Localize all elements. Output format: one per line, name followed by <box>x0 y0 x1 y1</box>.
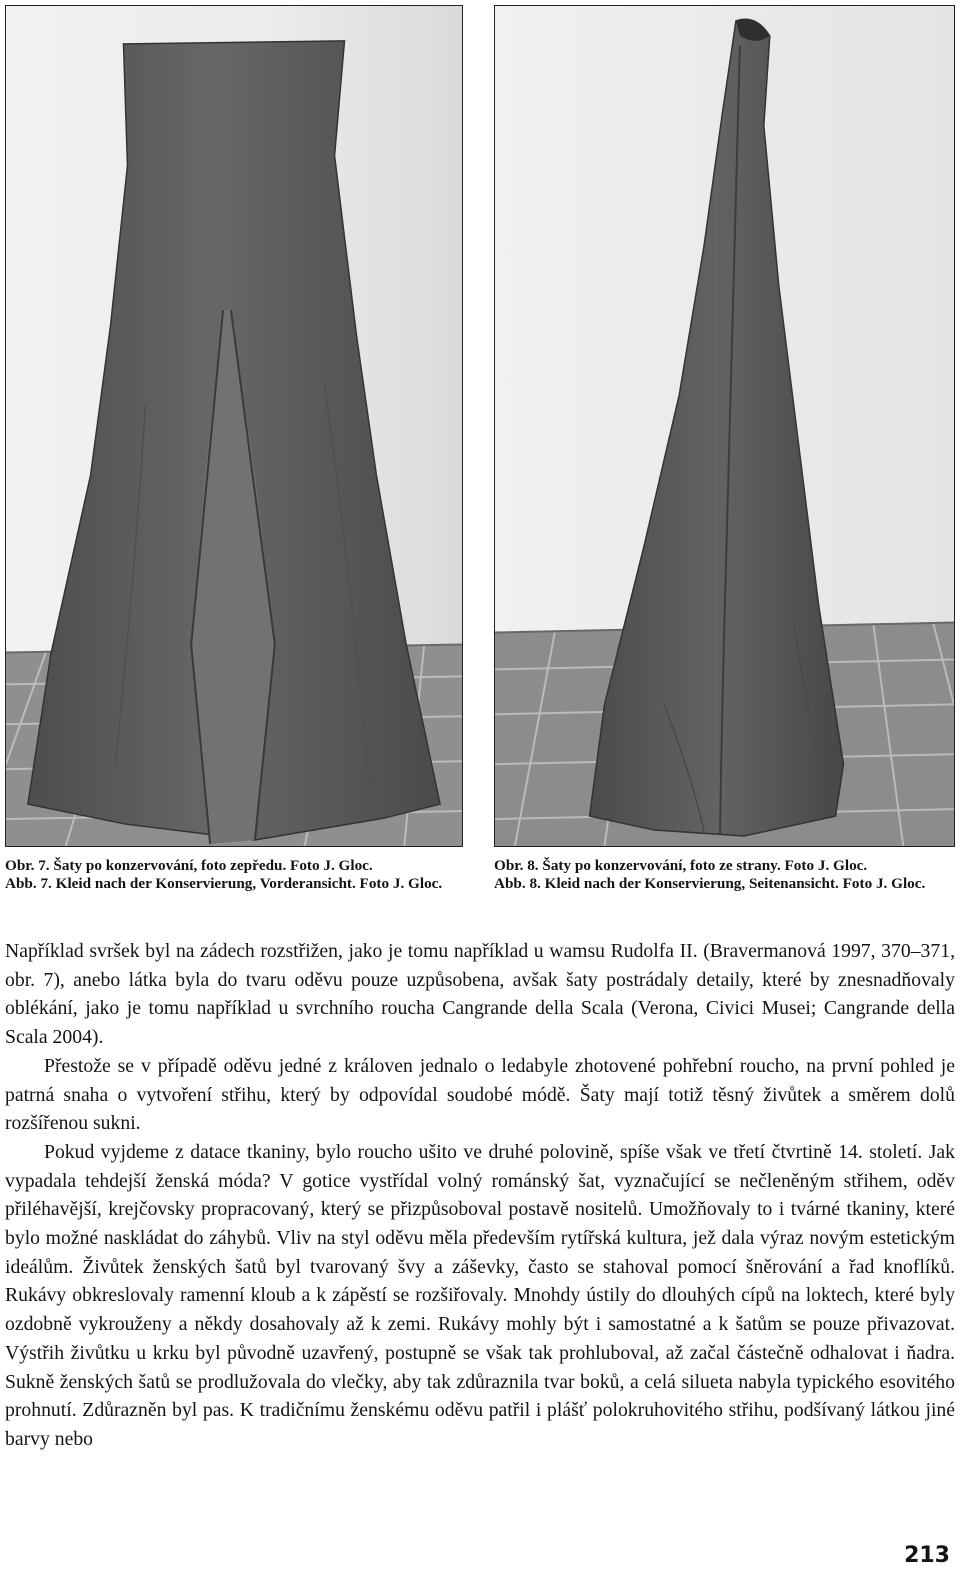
figure-7-caption <box>5 857 465 893</box>
paragraph: Přestože se v případě oděvu jedné z královen jednalo o ledabyle zhotovené pohřební roucho, na první pohled je patrná snaha o vytvoření střihu, který by odpovídal soudobé módě. Šaty mají totiž těsný živůtek a směrem dolů rozšířenou sukni. <box>5 1054 955 1135</box>
dress-front-image <box>6 6 462 846</box>
figure-7-photo <box>5 5 463 847</box>
dress-side-image <box>495 6 954 846</box>
caption-german: Abb. 7. Kleid nach der Konservierung, Vorderansicht. Foto J. Gloc. <box>5 875 443 892</box>
figure-8-photo <box>494 5 955 847</box>
paragraph: Pokud vyjdeme z datace tkaniny, bylo roucho ušito ve druhé polovině, spíše však ve třetí čtvrtině 14. století. Jak vypadala tehdejší ženská móda? V gotice vystřídal volný románský šat, vyznačující se nečleněným střihem, oděv přiléhavější, krejčovsky propracovaný, který se přizpůsoboval postavě nositelů. Umožňovaly to i tvárné tkaniny, které bylo možné naskládat do záhybů. Vliv na styl oděvu měla především rytířská kultura, jež dala výraz novým estetickým ideálům. Živůtek ženských šatů byl tvarovaný švy a záševky, často se stahoval pomocí šněrování a řad knoflíků. Rukávy obkreslovaly ramenní kloub a k zápěstí se rozšiřovaly. Mnohdy ústily do dlouhých cípů na loktech, které byly ozdobně vykrouženy a někdy dosahovaly až k zemi. Rukávy mohly být i samostatné a k šatům se pouze přivazovat. Výstřih živůtku u krku byl původně uzavřený, postupně se však tak prohluboval, až začal částečně odhalovat i ňadra. Sukně ženských šatů se prodlužovala do vlečky, aby tak zdůraznila tvar boků, a celá silueta nabyla typického esovitého prohnutí. Zdůrazněn byl pas. K tradičnímu ženskému oděvu patřil i plášť polokruhovitého střihu, podšívaný látkou jiné barvy nebo <box>5 1140 955 1450</box>
paragraph: Například svršek byl na zádech rozstřižen, jako je tomu například u wamsu Rudolfa II. (Bravermanová 1997, 370–371, obr. 7), anebo látka byla do tvaru oděvu pouze uzpůsobena, avšak šaty postrádaly detaily, které by znesnadňovaly oblékání, jako je tomu například u svrchního roucha Cangrande della Scala (Verona, Civici Musei; Cangrande della Scala 2004). <box>5 940 955 1049</box>
figure-8-caption <box>494 857 954 893</box>
caption-czech: Obr. 7. Šaty po konzervování, foto zepředu. Foto J. Gloc. <box>5 857 373 874</box>
body-text <box>5 937 955 1454</box>
page-number: 213 <box>904 1543 950 1568</box>
caption-german: Abb. 8. Kleid nach der Konservierung, Seitenansicht. Foto J. Gloc. <box>494 875 926 892</box>
caption-czech: Obr. 8. Šaty po konzervování, foto ze strany. Foto J. Gloc. <box>494 857 868 874</box>
